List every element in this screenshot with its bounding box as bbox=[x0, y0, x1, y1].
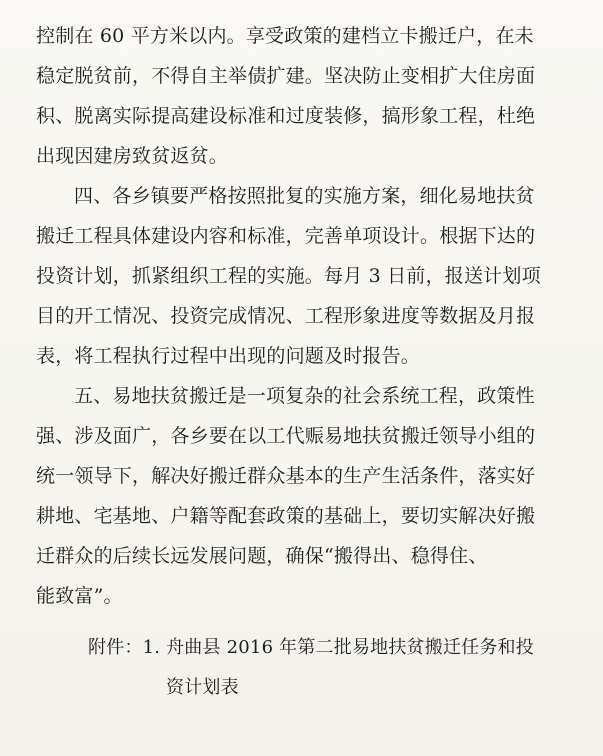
body-line: 能致富”。 bbox=[36, 585, 123, 607]
body-line: 耕地、宅基地、户籍等配套政策的基础上，要切实解决好搬 bbox=[36, 505, 536, 527]
body-line: 出现因建房致贫返贫。 bbox=[36, 145, 229, 167]
body-line: 控制在 60 平方米以内。享受政策的建档立卡搬迁户，在未 bbox=[36, 25, 534, 47]
body-line: 表，将工程执行过程中出现的问题及时报告。 bbox=[36, 345, 421, 367]
attachment-line-1: 附件：1. 舟曲县 2016 年第二批易地扶贫搬迁任务和投 bbox=[88, 637, 534, 658]
body-line: 积、脱离实际提高建设标准和过度装修，搞形象工程，杜绝 bbox=[36, 105, 536, 127]
body-line: 目的开工情况、投资完成情况、工程形象进度等数据及月报 bbox=[36, 305, 536, 327]
paragraph-4-first-line: 四、各乡镇要严格按照批复的实施方案，细化易地扶贫 bbox=[74, 185, 535, 207]
document-body bbox=[36, 16, 576, 616]
paragraph-5-first-line: 五、易地扶贫搬迁是一项复杂的社会系统工程，政策性 bbox=[74, 385, 535, 407]
body-line: 迁群众的后续长远发展问题，确保“搬得出、稳得住、 bbox=[36, 545, 488, 567]
body-line: 统一领导下，解决好搬迁群众基本的生产生活条件，落实好 bbox=[36, 465, 536, 487]
body-line: 投资计划，抓紧组织工程的实施。每月 3 日前，报送计划项 bbox=[36, 265, 541, 287]
attachment-section bbox=[88, 628, 568, 708]
body-line: 稳定脱贫前，不得自主举债扩建。坚决防止变相扩大住房面 bbox=[36, 65, 536, 87]
attachment-line-2: 资计划表 bbox=[166, 677, 239, 698]
body-line: 强、涉及面广，各乡要在以工代赈易地扶贫搬迁领导小组的 bbox=[36, 425, 536, 447]
body-line: 搬迁工程具体建设内容和标准，完善单项设计。根据下达的 bbox=[36, 225, 536, 247]
